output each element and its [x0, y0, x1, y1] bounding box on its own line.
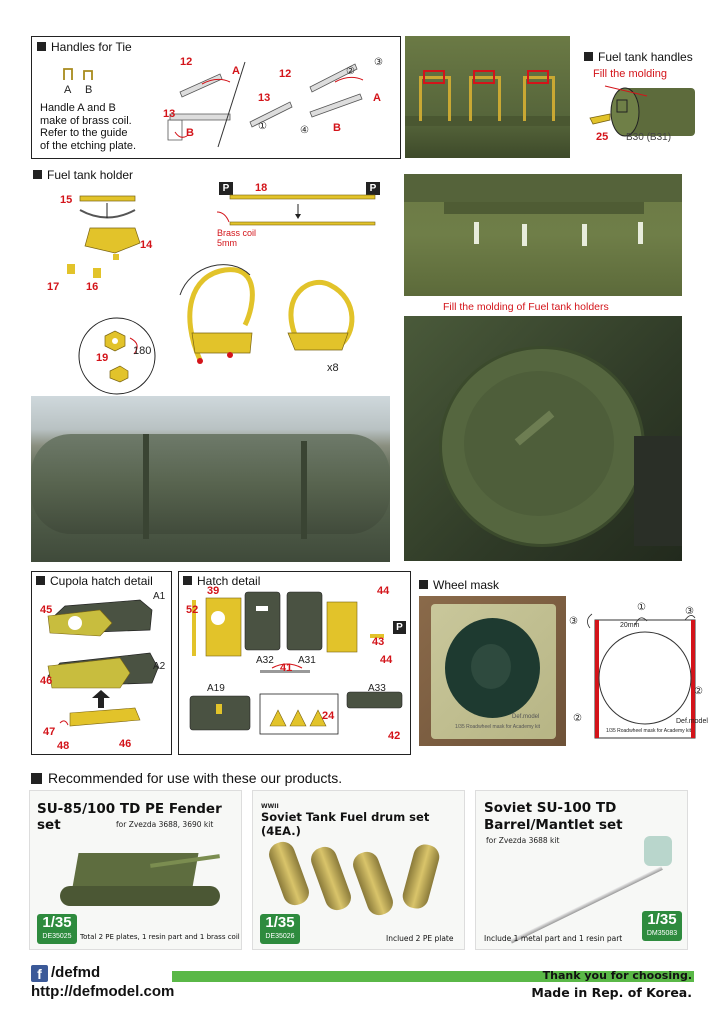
wheel-step-2: ②	[694, 686, 703, 697]
product-card-fuel-drum[interactable]	[252, 790, 465, 950]
cupola-part-48: 48	[57, 740, 70, 752]
hatch-part-a31: A31	[298, 655, 316, 666]
wheel-mask-dim: 20mm	[620, 622, 640, 629]
p-marker: P	[393, 621, 406, 634]
product-note: Inclued 2 PE plate	[386, 934, 454, 943]
wheel-mask-sub-photo: 1/35 Roadwheel mask for Academy kit	[455, 724, 541, 730]
handle-label-a: A	[64, 84, 72, 96]
product-image	[50, 841, 235, 921]
p-marker: P	[219, 182, 233, 195]
wheel-mask-title: Wheel mask	[419, 578, 499, 592]
product-card-fender[interactable]	[29, 790, 242, 950]
fuel-holder-assembly	[170, 255, 370, 385]
section-bullet-icon	[31, 773, 42, 784]
handle-label-b2: B	[333, 122, 341, 134]
section-bullet-icon	[419, 580, 428, 589]
wheel-step-1: ①	[637, 602, 646, 613]
fuel-handles-part-25: 25	[596, 131, 609, 143]
cupola-part-47: 47	[43, 726, 56, 738]
product-subtitle: for Zvezda 3688, 3690 kit	[116, 820, 214, 829]
handle-part-12a: 12	[180, 56, 193, 68]
hatch-part-a19: A19	[207, 683, 225, 694]
cupola-part-a1: A1	[153, 591, 166, 602]
wheel-step-3: ③	[569, 616, 578, 627]
wheel-step-3: ③	[685, 606, 694, 617]
fuel-holder-photo	[404, 174, 682, 296]
hatch-part-39: 39	[207, 585, 220, 597]
handle-ab-parts	[60, 66, 105, 82]
wheel-step-2: ②	[573, 713, 582, 724]
p-marker: P	[366, 182, 380, 195]
section-bullet-icon	[183, 576, 192, 585]
fuel-holder-part-16: 16	[86, 281, 99, 293]
product-prefix: WWII	[261, 803, 279, 810]
fuel-holder-qty: x8	[327, 362, 339, 374]
fuel-handles-fill-note: Fill the molding	[593, 68, 667, 80]
facebook-icon[interactable]: f	[31, 965, 48, 982]
fuel-handles-title: Fuel tank handles	[584, 50, 693, 64]
hatch-part-42: 42	[388, 730, 401, 742]
fuel-handles-code: B30 (B31)	[626, 132, 672, 143]
cupola-part-a2: A2	[153, 661, 166, 672]
product-title: Soviet Tank Fuel drum set (4EA.)	[261, 810, 430, 838]
product-note: Total 2 PE plates, 1 resin part and 1 brass coil	[80, 933, 240, 941]
social-handle[interactable]: /defmd	[51, 964, 101, 981]
handle-label-a1: A	[232, 65, 240, 77]
hatch-part-24: 24	[322, 710, 335, 722]
footer-thanks: Thank you for choosing.	[542, 969, 692, 982]
product-title: SU-85/100 TD PE Fender set	[37, 801, 222, 833]
fuel-drum-end-photo	[404, 316, 682, 561]
recommended-heading: Recommended for use with these our products.	[31, 770, 342, 786]
hatch-part-43: 43	[372, 636, 385, 648]
handle-step-4: ④	[300, 125, 309, 136]
wheel-mask-photo	[419, 596, 566, 746]
section-bullet-icon	[33, 170, 42, 179]
brass-coil-note: Brass coil 5mm	[217, 228, 257, 248]
handle-part-12b: 12	[279, 68, 292, 80]
cupola-title: Cupola hatch detail	[36, 574, 153, 588]
hatch-part-52: 52	[186, 604, 199, 616]
footer-made-in: Made in Rep. of Korea.	[531, 985, 692, 1000]
fuel-holder-part-17: 17	[47, 281, 60, 293]
wheel-mask-sub: 1/35 Roadwheel mask for Academy kit	[606, 728, 692, 734]
product-title: Soviet SU-100 TD	[484, 800, 617, 816]
fuel-holder-part-15: 15	[60, 194, 73, 206]
nut-part-19: 19	[96, 352, 109, 364]
hatch-title: Hatch detail	[183, 574, 260, 588]
scale-badge: 1/35 DE35026	[260, 914, 300, 944]
wheel-mask-brand: Def.model	[676, 718, 708, 725]
handle-label-b1: B	[186, 127, 194, 139]
handle-label-a2: A	[373, 92, 381, 104]
handle-step-2: ②	[346, 66, 355, 77]
scale-badge: 1/35 DE35025	[37, 914, 77, 944]
handle-part-13b: 13	[258, 92, 271, 104]
product-title: Barrel/Mantlet set	[484, 817, 623, 833]
nut-rotation-degrees: 180	[133, 345, 152, 357]
section-bullet-icon	[584, 52, 593, 61]
cupola-part-46a: 46	[40, 675, 53, 687]
cupola-diagram	[40, 588, 168, 750]
section-bullet-icon	[36, 576, 45, 585]
handle-label-b: B	[85, 84, 93, 96]
handles-photo	[405, 36, 570, 158]
cupola-part-46b: 46	[119, 738, 132, 750]
section-bullet-icon	[37, 42, 46, 51]
handle-step-3: ③	[374, 57, 383, 68]
fuel-holder-title: Fuel tank holder	[33, 168, 133, 182]
hatch-part-a33: A33	[368, 683, 386, 694]
handles-diagram	[160, 52, 395, 152]
handles-note: Handle A and B make of brass coil. Refer to the guide of the etching plate.	[40, 102, 137, 152]
cupola-part-45: 45	[40, 604, 53, 616]
hatch-diagram	[182, 588, 408, 752]
fuel-holder-photo-caption: Fill the molding of Fuel tank holders	[443, 301, 609, 313]
product-subtitle: for Zvezda 3688 kit	[486, 836, 560, 845]
handles-title: Handles for Tie	[37, 40, 132, 54]
handle-part-13a: 13	[163, 108, 176, 120]
wheel-mask-brand-photo: Def.model	[512, 714, 540, 720]
fuel-holder-part-18: 18	[255, 182, 268, 194]
fuel-holder-diagram-left	[55, 188, 175, 288]
handle-step-1: ①	[258, 121, 267, 132]
hatch-part-41: 41	[280, 662, 293, 674]
product-card-barrel[interactable]	[475, 790, 688, 950]
website-link[interactable]: http://defmodel.com	[31, 983, 175, 1000]
scale-badge: 1/35 DM35083	[642, 911, 682, 941]
product-note: Include 1 metal part and 1 resin part	[484, 934, 623, 943]
fuel-tank-side-photo	[31, 396, 390, 562]
hatch-part-a32: A32	[256, 655, 274, 666]
hatch-part-44a: 44	[377, 585, 390, 597]
hatch-part-44b: 44	[380, 654, 393, 666]
fuel-holder-part-14: 14	[140, 239, 153, 251]
